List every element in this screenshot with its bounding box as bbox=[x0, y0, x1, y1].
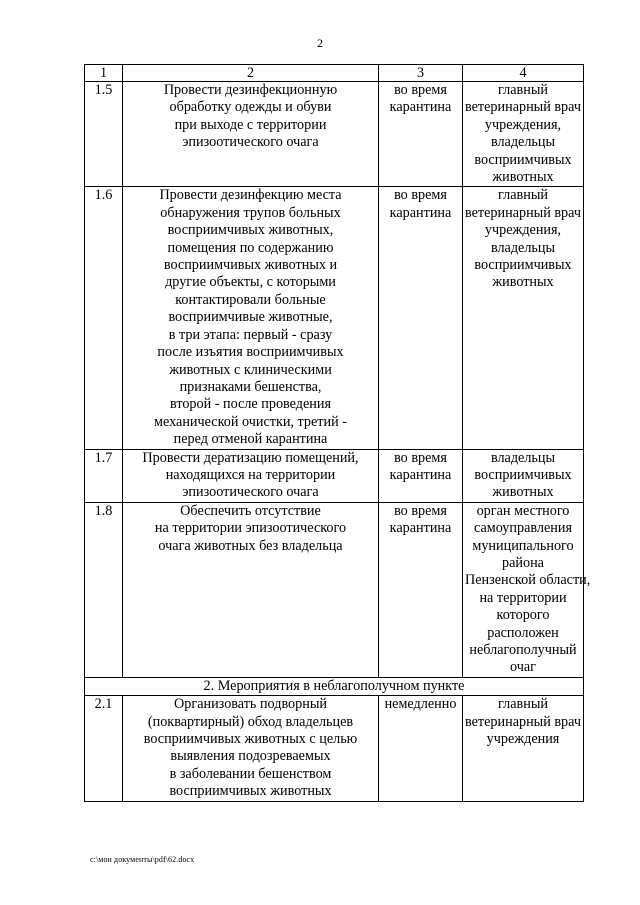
term-line: во время bbox=[394, 82, 447, 98]
responsible-line: животных bbox=[492, 169, 554, 186]
action-line: выявления подозреваемых bbox=[170, 748, 331, 765]
row-number-cell: 1.8 bbox=[85, 502, 123, 677]
term-line: во время bbox=[394, 449, 447, 466]
action-line: после изъятия восприимчивых bbox=[157, 344, 344, 361]
action-line: механической очистки, третий - bbox=[154, 413, 347, 430]
term-cell bbox=[379, 502, 463, 677]
action-line: восприимчивых животных, bbox=[167, 222, 334, 239]
responsible-line: главный bbox=[498, 696, 548, 713]
action-line: Организовать подворный bbox=[174, 696, 327, 713]
responsible-line: главный bbox=[498, 82, 548, 98]
section-row bbox=[85, 677, 584, 695]
header-cell: 4 bbox=[463, 65, 584, 82]
action-line: восприимчивые животные, bbox=[168, 309, 333, 326]
responsible-line: животных bbox=[492, 274, 554, 291]
action-cell bbox=[123, 696, 379, 801]
action-cell bbox=[123, 449, 379, 502]
page-number: 2 bbox=[317, 36, 323, 50]
action-line: эпизоотического очага bbox=[182, 134, 319, 151]
action-line: восприимчивых животных bbox=[169, 783, 332, 800]
responsible-line: орган местного bbox=[476, 502, 570, 519]
action-line: признаками бешенства, bbox=[179, 378, 322, 395]
responsible-line: восприимчивых bbox=[474, 257, 572, 274]
table-row bbox=[85, 502, 584, 677]
action-line: Провести дератизацию помещений, bbox=[142, 449, 359, 466]
responsible-line: животных bbox=[492, 484, 554, 501]
action-line: другие объекты, с которыми bbox=[165, 274, 336, 291]
row-number-cell: 1.5 bbox=[85, 82, 123, 187]
responsible-line: самоуправления bbox=[474, 520, 572, 537]
responsible-line: владельцы bbox=[490, 239, 556, 256]
responsible-line: главный bbox=[498, 187, 548, 204]
table-row bbox=[85, 187, 584, 449]
responsible-line: учреждения, bbox=[484, 116, 562, 133]
header-cell: 3 bbox=[379, 65, 463, 82]
responsible-line: района bbox=[502, 554, 544, 571]
responsible-cell bbox=[463, 449, 584, 502]
table-row bbox=[85, 696, 584, 801]
action-line: обнаружения трупов больных bbox=[160, 204, 341, 221]
responsible-line: Пензенской области, bbox=[465, 572, 591, 589]
action-line: помещения по содержанию bbox=[167, 239, 334, 256]
action-line: обработку одежды и обуви bbox=[169, 99, 332, 116]
action-cell bbox=[123, 187, 379, 449]
action-line: контактировали больные bbox=[175, 291, 326, 308]
responsible-line: муниципального bbox=[472, 537, 574, 554]
responsible-line: ветеринарный врач bbox=[465, 204, 582, 221]
responsible-line: ветеринарный врач bbox=[465, 99, 582, 116]
table-row bbox=[85, 82, 584, 187]
responsible-cell bbox=[463, 696, 584, 801]
responsible-line: учреждения, bbox=[484, 222, 562, 239]
action-line: Провести дезинфекционную bbox=[163, 82, 338, 98]
responsible-cell bbox=[463, 187, 584, 449]
term-line: карантина bbox=[389, 466, 452, 483]
action-line: Провести дезинфекцию места bbox=[159, 187, 342, 204]
responsible-line: очаг bbox=[510, 659, 536, 676]
action-line: перед отменой карантина bbox=[173, 431, 328, 448]
term-cell bbox=[379, 696, 463, 801]
action-line: восприимчивых животных с целью bbox=[143, 731, 358, 748]
term-line: немедленно bbox=[384, 696, 457, 713]
responsible-line: которого bbox=[496, 607, 550, 624]
action-line: при выходе с территории bbox=[174, 116, 327, 133]
term-line: карантина bbox=[389, 520, 452, 537]
term-cell bbox=[379, 449, 463, 502]
action-line: второй - после проведения bbox=[169, 396, 332, 413]
action-line: находящихся на территории bbox=[165, 466, 336, 483]
responsible-line: ветеринарный врач bbox=[465, 713, 582, 730]
action-line: Обеспечить отсутствие bbox=[180, 502, 321, 519]
term-line: во время bbox=[394, 187, 447, 204]
term-cell bbox=[379, 187, 463, 449]
responsible-line: восприимчивых bbox=[474, 466, 572, 483]
action-line: животных с клиническими bbox=[169, 361, 332, 378]
responsible-line: расположен bbox=[487, 624, 559, 641]
responsible-line: учреждения bbox=[486, 731, 560, 748]
term-line: карантина bbox=[389, 99, 452, 116]
responsible-cell bbox=[463, 502, 591, 677]
action-line: в три этапа: первый - сразу bbox=[168, 326, 333, 343]
term-line: во время bbox=[394, 502, 447, 519]
action-cell bbox=[123, 82, 379, 187]
responsible-line: на территории bbox=[479, 589, 567, 606]
term-line: карантина bbox=[389, 204, 452, 221]
row-number-cell: 1.6 bbox=[85, 187, 123, 449]
measures-table bbox=[84, 64, 591, 802]
term-cell bbox=[379, 82, 463, 187]
responsible-line: владельцы bbox=[490, 134, 556, 151]
table-row bbox=[85, 449, 584, 502]
responsible-line: неблагополучный bbox=[469, 642, 577, 658]
action-line: очага животных без владельца bbox=[158, 537, 343, 554]
section-title: 2. Мероприятия в неблагополучном пункте bbox=[85, 677, 584, 695]
responsible-line: восприимчивых bbox=[474, 151, 572, 168]
footer-file-path: c:\мои документы\pdf\62.docx bbox=[90, 855, 195, 864]
header-cell: 2 bbox=[123, 65, 379, 82]
action-line: (поквартирный) обход владельцев bbox=[147, 713, 354, 730]
table-header-row bbox=[85, 65, 584, 82]
responsible-line: владельцы bbox=[490, 449, 556, 466]
action-line: эпизоотического очага bbox=[182, 484, 319, 501]
action-line: на территории эпизоотического bbox=[154, 520, 347, 537]
responsible-cell bbox=[463, 82, 584, 187]
action-line: восприимчивых животных и bbox=[163, 257, 338, 274]
row-number-cell: 1.7 bbox=[85, 449, 123, 502]
action-cell bbox=[123, 502, 379, 677]
header-cell: 1 bbox=[85, 65, 123, 82]
action-line: в заболевании бешенством bbox=[169, 765, 332, 782]
row-number-cell: 2.1 bbox=[85, 696, 123, 801]
